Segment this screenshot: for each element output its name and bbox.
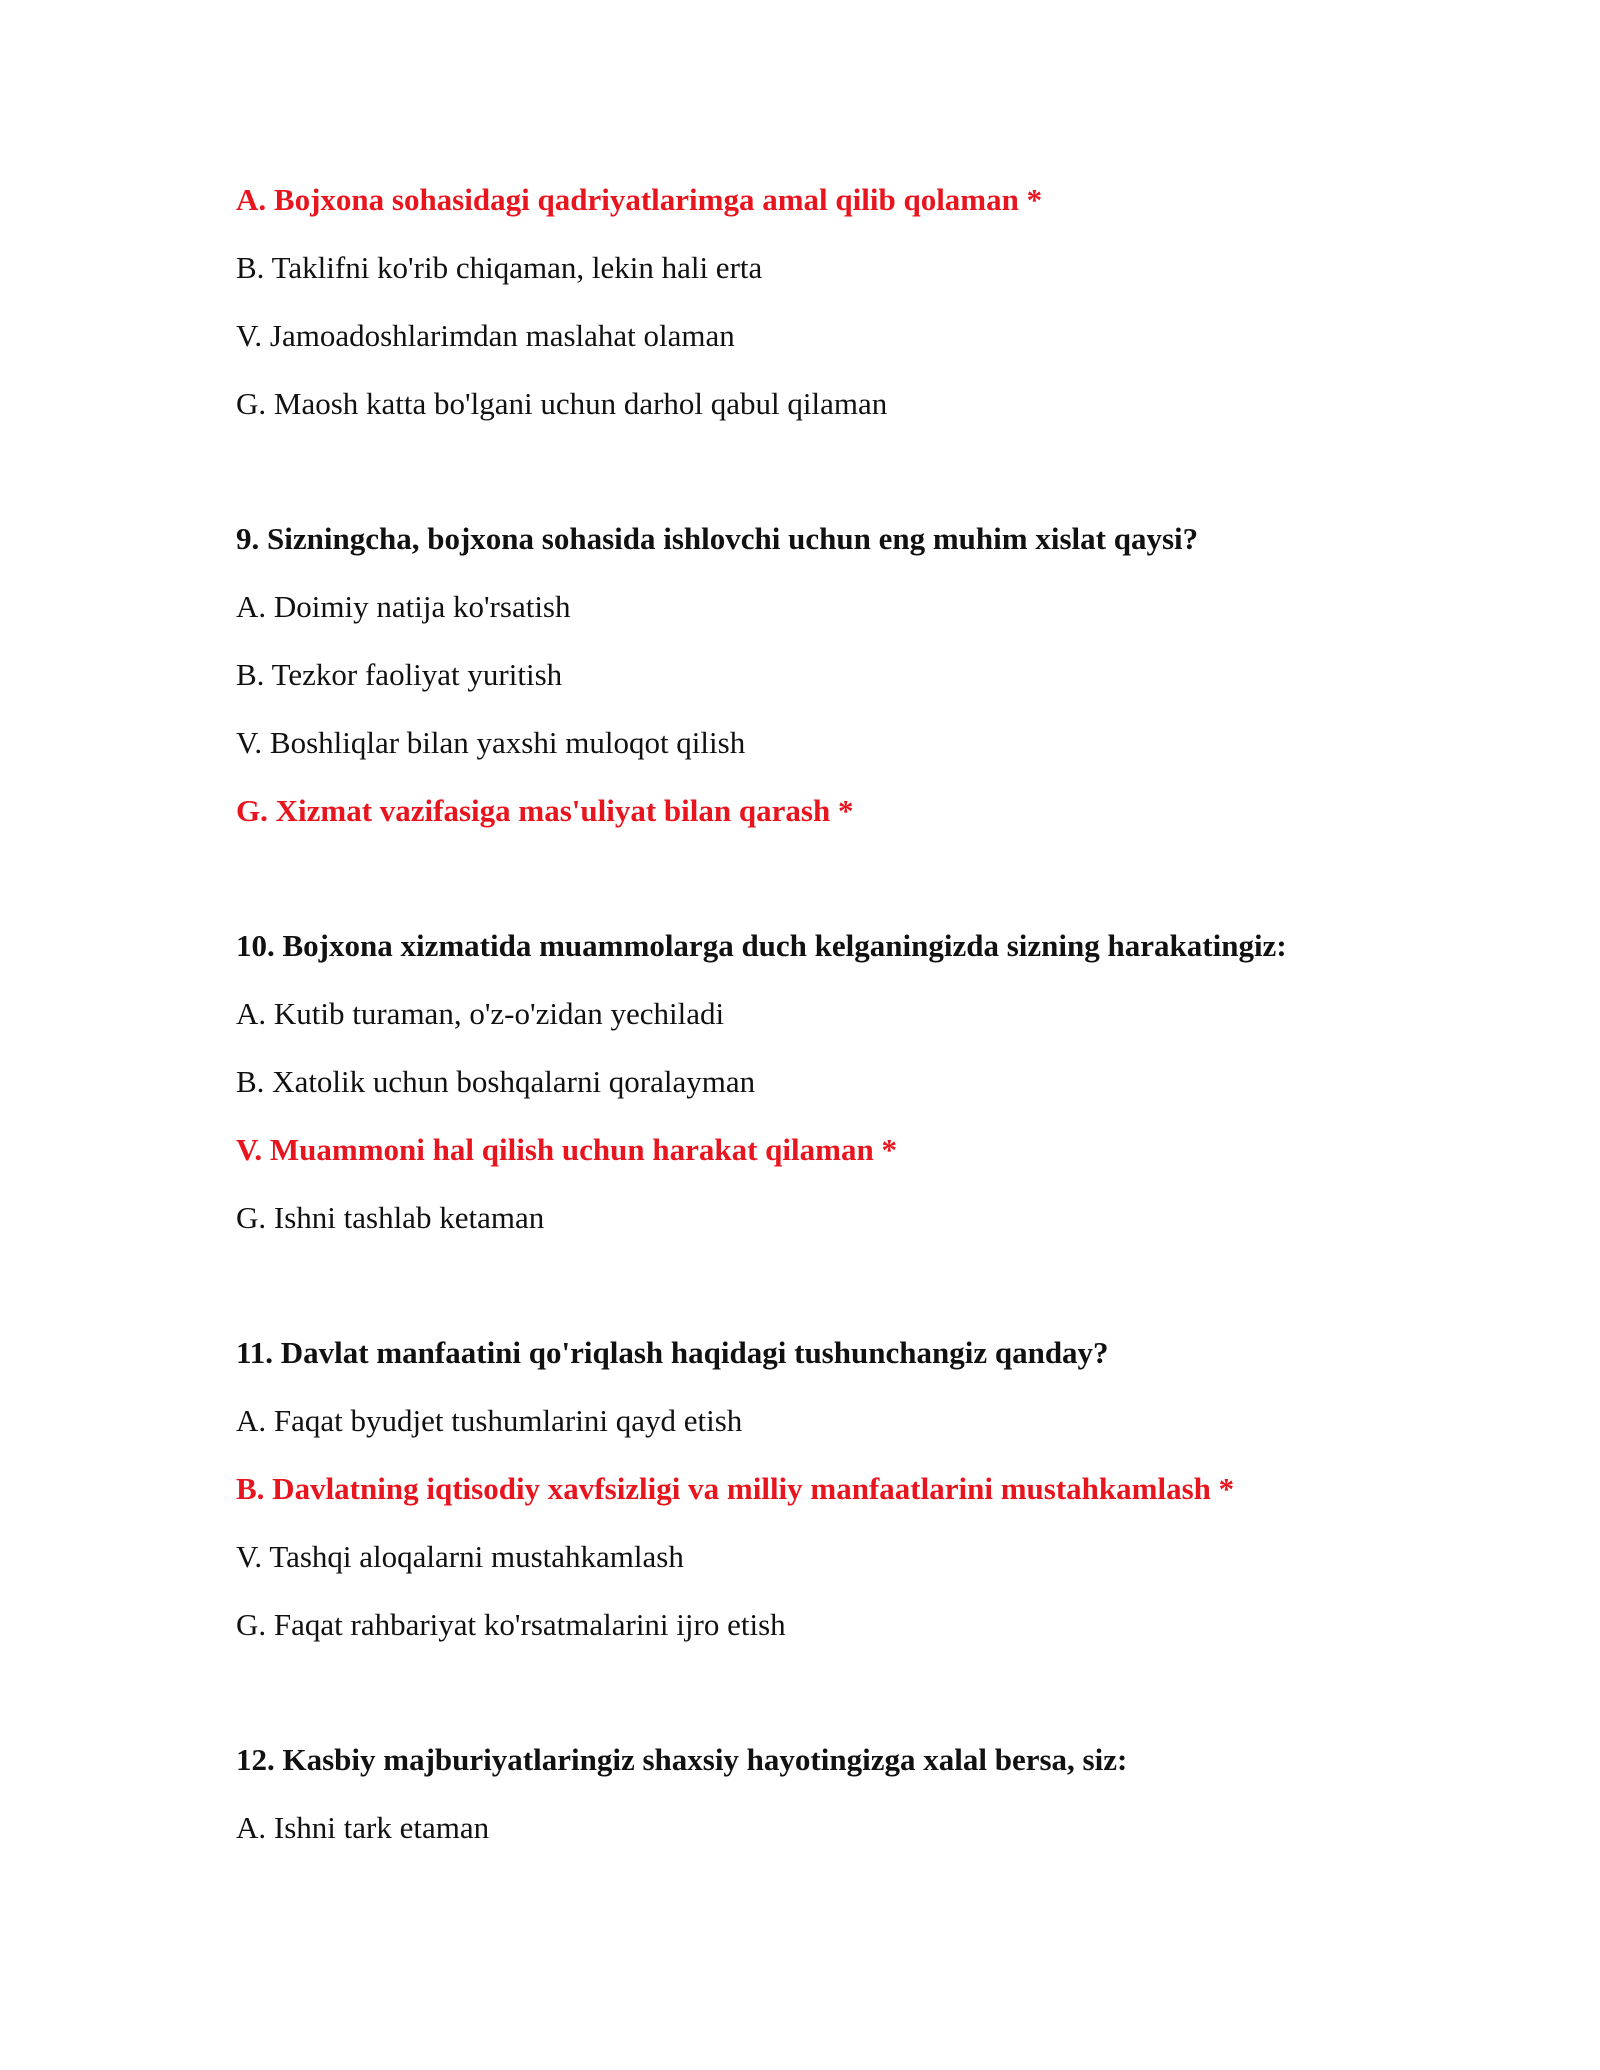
answer-option: G. Faqat rahbariyat ko'rsatmalarini ijro etish <box>236 1607 786 1642</box>
answer-option: G. Ishni tashlab ketaman <box>236 1200 545 1235</box>
answer-option: A. Ishni tark etaman <box>236 1810 490 1845</box>
answer-option: V. Muammoni hal qilish uchun harakat qilaman * <box>236 1132 897 1167</box>
question-block-11 <box>236 1333 1436 1645</box>
answer-option: A. Doimiy natija ko'rsatish <box>236 589 571 624</box>
block-spacer <box>236 452 1436 519</box>
answer-option: A. Kutib turaman, o'z-o'zidan yechiladi <box>236 996 725 1031</box>
answer-option: B. Taklifni ko'rib chiqaman, lekin hali erta <box>236 250 763 285</box>
answer-option: G. Xizmat vazifasiga mas'uliyat bilan qarash * <box>236 793 854 828</box>
answer-option: B. Davlatning iqtisodiy xavfsizligi va milliy manfaatlarini mustahkamlash * <box>236 1471 1235 1506</box>
question-block-12 <box>236 1740 1436 1848</box>
question-block-8-options <box>236 180 1436 424</box>
quiz-content <box>236 180 1436 1876</box>
block-spacer <box>236 1673 1436 1740</box>
question-heading: 10. Bojxona xizmatida muammolarga duch kelganingizda sizning harakatingiz: <box>236 928 1287 963</box>
question-block-9 <box>236 519 1436 831</box>
answer-option: V. Jamoadoshlarimdan maslahat olaman <box>236 318 735 353</box>
question-heading: 9. Sizningcha, bojxona sohasida ishlovchi uchun eng muhim xislat qaysi? <box>236 521 1199 556</box>
answer-option: B. Tezkor faoliyat yuritish <box>236 657 563 692</box>
question-heading: 11. Davlat manfaatini qo'riqlash haqidagi tushunchangiz qanday? <box>236 1335 1109 1370</box>
block-spacer <box>236 859 1436 926</box>
answer-option: V. Boshliqlar bilan yaxshi muloqot qilish <box>236 725 746 760</box>
answer-option: V. Tashqi aloqalarni mustahkamlash <box>236 1539 684 1574</box>
block-spacer <box>236 1266 1436 1333</box>
question-heading: 12. Kasbiy majburiyatlaringiz shaxsiy hayotingizga xalal bersa, siz: <box>236 1742 1128 1777</box>
answer-option: G. Maosh katta bo'lgani uchun darhol qabul qilaman <box>236 386 888 421</box>
question-block-10 <box>236 926 1436 1238</box>
answer-option: A. Bojxona sohasidagi qadriyatlarimga amal qilib qolaman * <box>236 182 1043 217</box>
answer-option: B. Xatolik uchun boshqalarni qoralayman <box>236 1064 756 1099</box>
answer-option: A. Faqat byudjet tushumlarini qayd etish <box>236 1403 743 1438</box>
